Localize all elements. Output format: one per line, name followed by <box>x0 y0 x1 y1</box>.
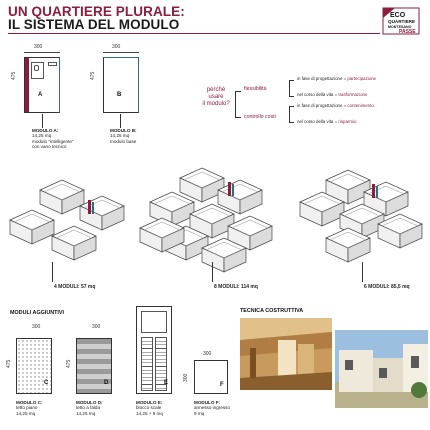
module-d-line: 14,25 mq <box>76 410 96 416</box>
module-b-caption-title: MODULO B: <box>110 128 137 133</box>
eco-quartiere-logo <box>381 6 421 36</box>
flex-item-2 <box>297 92 367 97</box>
flex-item-accent: partecipazione <box>347 76 376 81</box>
stair-landing <box>141 311 167 333</box>
module-d-title: MODULO D: <box>76 400 103 405</box>
module-c-line: tetto piano <box>16 405 38 411</box>
cost-item-accent: contenimento <box>347 103 374 108</box>
cost-item-1 <box>297 103 374 108</box>
flex-item-1 <box>297 76 376 81</box>
flex-item-accent: trasformazione <box>338 92 368 97</box>
module-f-letter: F <box>220 382 224 388</box>
title-line-1: UN QUARTIERE PLURALE: <box>8 4 185 19</box>
module-a-leader <box>42 114 43 128</box>
module-e-line: blocco scale <box>136 405 162 411</box>
aggregation-4-modules <box>10 180 124 260</box>
module-c-caption <box>16 400 66 416</box>
module-b-height-dim: 475 <box>90 71 96 80</box>
module-b-letter: B <box>117 92 122 98</box>
module-a-caption-title: MODULO A: <box>32 128 59 133</box>
question-line: il modulo? <box>202 101 230 107</box>
module-a-bathroom <box>31 62 44 79</box>
module-e-title: MODULO E: <box>136 400 163 405</box>
module-d-letter: D <box>104 380 109 386</box>
aggregation-2-label: 8 MODULI: 114 mq <box>214 284 258 290</box>
title-line-2: IL SISTEMA DEL MODULO <box>8 17 180 32</box>
cost-item-accent: risparmio <box>338 119 357 124</box>
module-b-plan <box>103 57 139 113</box>
concept-question <box>196 87 236 108</box>
aggregation-8-modules <box>140 168 272 272</box>
module-d-caption <box>76 400 126 416</box>
module-b-caption-line: modulo base <box>110 138 137 144</box>
building-exterior-photo <box>335 330 428 408</box>
cost-item-prefix: nel corso della vita = <box>297 119 339 124</box>
module-f-title: MODULO F: <box>194 400 221 405</box>
cost-item-2 <box>297 119 356 124</box>
module-b-width-dim: 300 <box>112 44 121 50</box>
module-c-width-dim: 300 <box>32 324 41 330</box>
svg-text:MONTESANO: MONTESANO <box>388 25 412 29</box>
aggregation-1-label: 4 MODULI: 57 mq <box>54 284 96 290</box>
module-a-technical-wall <box>25 58 29 112</box>
aggregation-3-label: 6 MODULI: 85,5 mq <box>364 284 410 290</box>
stair-flight-left <box>141 337 153 391</box>
module-c-height-dim: 475 <box>6 359 12 368</box>
module-e-letter: E <box>164 380 169 386</box>
module-a-height-dim: 475 <box>11 71 17 80</box>
agg3-leader <box>362 262 363 282</box>
question-line: perchè <box>206 87 226 93</box>
module-a-caption <box>32 128 92 150</box>
timber-interior-photo <box>240 318 332 390</box>
module-d-line: tetto a falda <box>76 405 101 411</box>
question-line: usare <box>208 94 224 100</box>
concept-bracket <box>235 91 241 118</box>
module-b-leader <box>120 114 121 128</box>
module-a-width-dim: 300 <box>34 44 43 50</box>
svg-text:PASSE: PASSE <box>399 29 416 35</box>
cost-bracket <box>289 106 294 123</box>
flex-item-prefix: in fase di progettazione = <box>297 76 348 81</box>
module-f-line: annesso ingresso <box>194 405 231 411</box>
module-a-plan <box>24 57 60 113</box>
module-b-dim-line <box>103 52 139 53</box>
module-c-letter: C <box>44 380 49 386</box>
module-d-width-dim: 300 <box>92 324 101 330</box>
aggregation-6-modules <box>300 170 422 262</box>
flex-bracket <box>289 80 294 97</box>
svg-text:ECO: ECO <box>390 12 406 19</box>
module-f-height-dim: 300 <box>183 373 189 382</box>
module-a-caption-line: con vano tecnico <box>32 144 67 150</box>
module-a-caption-line: 14,25 mq <box>32 133 52 139</box>
svg-text:QUARTIERE: QUARTIERE <box>388 19 416 24</box>
page-title <box>8 5 308 31</box>
agg1-leader <box>52 262 53 282</box>
module-a-dim-line <box>24 52 60 53</box>
branch-costs-label: controllo costi <box>244 114 276 120</box>
title-divider <box>8 33 380 34</box>
module-d-height-dim: 475 <box>66 359 72 368</box>
sink-icon <box>48 62 57 66</box>
cost-item-prefix: in fase di progettazione = <box>297 103 348 108</box>
module-f-width-dim: 300 <box>203 351 212 357</box>
agg2-leader <box>212 262 213 282</box>
branch-flexibility-label: flessibilità <box>244 86 267 92</box>
flex-item-prefix: nel corso della vita = <box>297 92 339 97</box>
module-a-caption-line: modulo "intelligente" <box>32 138 74 144</box>
module-f-caption <box>194 400 244 416</box>
construction-heading: TECNICA COSTRUTTIVA <box>240 308 304 314</box>
module-f-line: 9 mq <box>194 410 205 416</box>
module-c-title: MODULO C: <box>16 400 43 405</box>
additional-modules-heading: MODULI AGGIUNTIVI <box>10 310 65 316</box>
module-b-caption-line: 14,25 mq <box>110 133 130 139</box>
module-f-plan <box>194 360 228 394</box>
module-c-line: 14,25 mq <box>16 410 36 416</box>
module-b-caption <box>110 128 170 144</box>
toilet-icon <box>34 65 39 71</box>
module-e-caption <box>136 400 186 416</box>
module-e-line: 14,25 + 9 mq <box>136 410 163 416</box>
module-a-letter: A <box>38 92 43 98</box>
